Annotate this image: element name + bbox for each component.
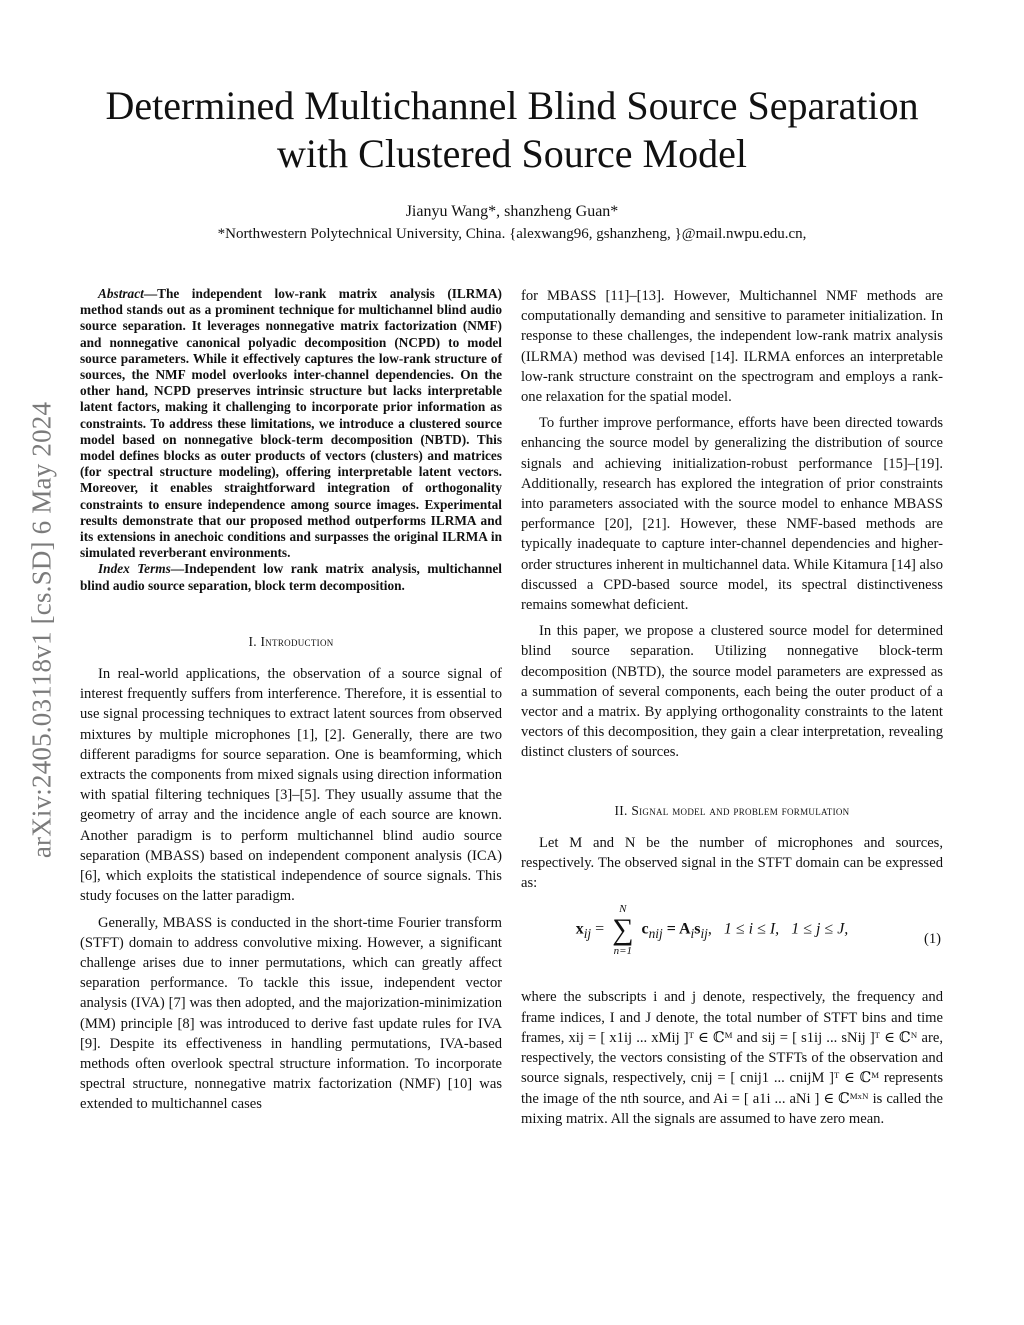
equation-number: (1): [923, 931, 941, 948]
abstract-lead: Abstract: [98, 286, 144, 301]
sigma-symbol: ∑: [612, 913, 634, 947]
title-line-2: with Clustered Source Model: [277, 131, 747, 176]
abstract-text: —The independent low-rank matrix analysis (ILRMA) method stands out as a prominent technique for multichannel blind audio source separation. It leverages nonnegative matrix factorization (NMF) and nonnegative canonical polyadic decomposition (NCPD) to model source parameters. While it effectively captures the low-rank structure of sources, the NMF model overlooks inter-channel dependencies. On the other hand, NCPD preserves intrinsic structure but lacks interpretable latent factors, making it challenging to incorporate prior information as constraints. To address these limitations, we introduce a clustered source model based on nonnegative block-term decomposition (NBTD). This model defines blocks as outer products of vectors (clusters) and matrices (for spectral structure modeling), offering interpretable latent vectors. Moreover, it enables straightforward integration of orthogonality constraints to ensure independence among source images. Experimental results demonstrate that our proposed method outperforms ILRMA and its extensions in anechoic conditions and surpasses the original ILRMA in simulated reverberant environments.: [80, 286, 502, 561]
section-heading-signal-model: [521, 801, 943, 821]
eq-condition-i: 1 ≤ i ≤ I,: [723, 921, 780, 939]
section-number: II.: [614, 802, 632, 818]
author-list: Jianyu Wang*, shanzheng Guan*: [405, 203, 619, 220]
paragraph: where the subscripts i and j denote, respectively, the frequency and frame indices, I and J denote, the total number of STFT bins and time frames, xij = [ x1ij ... xMij ]ᵀ ∈ ℂᴹ and sij = [ s1ij ... sNij ]ᵀ ∈ ℂᴺ are, respectively, the vectors consisting of the STFTs of the observation and source signals, respectively, cnij = [ cnij1 ... cnijM ]ᵀ ∈ ℂᴹ represents the image of the nth source, and Ai = [ a1i ... aNi ] ∈ ℂᴹˣᴺ is called the mixing matrix. All the signals are assumed to have zero mean.: [521, 989, 943, 1127]
sum-lower-limit: n=1: [613, 945, 633, 958]
equation-1: [521, 903, 943, 979]
arxiv-identifier[interactable]: arXiv:2405.03118v1 [cs.SD] 6 May 2024: [26, 401, 57, 859]
eq-rhs2: s: [694, 921, 701, 939]
index-terms: [80, 561, 502, 593]
section-number: I.: [248, 633, 261, 649]
right-column: [521, 286, 943, 1129]
eq-rhs2-sub: ij: [700, 926, 708, 942]
sum-operator: [612, 903, 633, 957]
section-heading-introduction: [80, 632, 502, 652]
eq-rhs: = A: [666, 921, 691, 939]
eq-term: c: [641, 921, 649, 939]
index-terms-text: —Independent low rank matrix analysis, multichannel blind audio source separation, block term decomposition.: [80, 561, 502, 593]
section-title: Signal model and problem formulation: [631, 802, 850, 818]
arxiv-stamp: [24, 300, 60, 960]
eq-lhs: x: [575, 921, 584, 939]
paragraph: To further improve performance, efforts have been directed towards enhancing the source model by generalizing the distribution of source signals and achieving initialization-robust performance [15]–[19]. Additionally, research has explored the integration of prior constraints into parameters associated with the source model to enhance MBASS performance [20], [21]. However, these NMF-based methods are typically inadequate to capture inter-channel dependencies and higher-order structures inherent in multichannel data. While Kitamura [14] also discussed a CPD-based source model, its spectral distinctiveness remains somewhat deficient.: [521, 415, 944, 614]
index-terms-lead: Index Terms: [98, 561, 171, 577]
paragraph: Generally, MBASS is conducted in the short-time Fourier transform (STFT) domain to address convolutive mixing. However, a significant challenge arises due to inner permutations, which can greatly affect separation performance. To tackle this issue, independent vector analysis (IVA) [7] was then adopted, and the majorization-minimization (MM) principle [8] was introduced to derive fast update rules for IVA [9]. Despite its effectiveness in handling permutations, IVA-based methods often overlook spectral structure information. To incorporate spectral structure, nonnegative matrix factorization (NMF) [10] was extended to multichannel cases: [80, 914, 502, 1113]
paragraph: for MBASS [11]–[13]. However, Multichannel NMF methods are computationally demanding and sensitive to parameter initialization. In response to these challenges, the independent low-rank matrix analysis (ILRMA) method was devised [14]. ILRMA enforces an interpretable low-rank structure constraint on the spectrogram and employs a rank-one relaxation for the spatial model.: [521, 288, 943, 406]
eq-rhs-sub: i: [690, 926, 695, 942]
section-title: Introduction: [260, 633, 334, 649]
sum-upper-limit: N: [619, 903, 627, 916]
title-line-1: Determined Multichannel Blind Source Separation: [105, 83, 919, 128]
affiliation: *Northwestern Polytechnical University, China. {alexwang96, gshanzheng, }@mail.nwpu.edu.cn,: [217, 226, 807, 242]
eq-equals: =: [595, 921, 605, 939]
paragraph: In real-world applications, the observation of a source signal of interest frequently suffers from interference. Therefore, it is essential to use signal processing techniques to extract latent sources from observed mixtures by multiple microphones [1], [2]. Generally, there are two different paradigms for source separation. One is beamforming, which extracts the components from mixed signals using direction information with spatial filtering techniques [3]–[5]. They usually assume that the geometry of array and the incidence angle of each source are known. Another paradigm is to perform multichannel blind audio source separation (MBASS) based on independent component analysis (ICA) [6], which exploits the statistical independence of source signals. This study focuses on the latter paradigm.: [80, 666, 502, 905]
eq-condition-j: 1 ≤ j ≤ J,: [791, 921, 849, 939]
equation-body: $x_{ij}$ = N ∑ n=1 $c_{nij} = A_is_{ij}$, 1 ≤ i ≤ I, 1 ≤ j ≤ J,: [575, 903, 849, 958]
abstract: [80, 286, 502, 561]
paper-title: [80, 82, 944, 178]
left-column: [80, 286, 502, 1115]
paragraph: In this paper, we propose a clustered source model for determined blind source separation. Utilizing nonnegative block-term decomposition (NBTD), the source model parameters are expressed as a summation of several components, each being the outer product of a vector and a matrix. By applying orthogonality constraints to the latent vectors of this decomposition, they gain a clear interpretation, revealing distinct clusters of sources.: [521, 623, 943, 761]
eq-term-sub: nij: [648, 926, 663, 942]
paragraph: Let M and N be the number of microphones and sources, respectively. The observed signal in the STFT domain can be expressed as:: [521, 834, 943, 892]
eq-lhs-sub: ij: [583, 926, 592, 942]
